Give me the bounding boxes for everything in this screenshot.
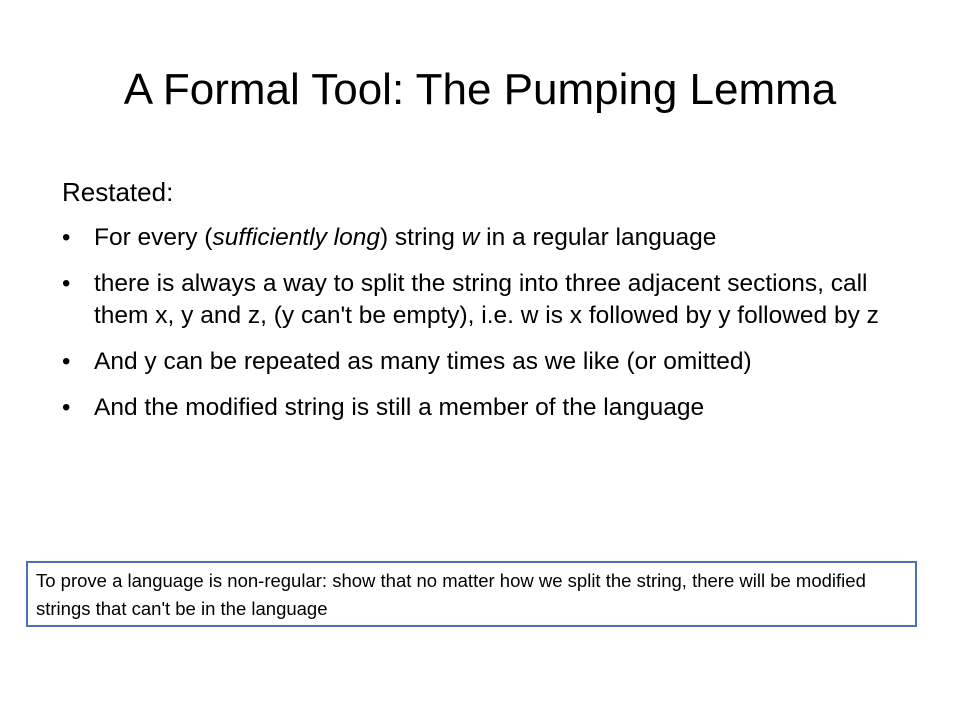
bullet-text-3: And y can be repeated as many times as we like (or omitted) — [94, 348, 752, 375]
bullet-item-1 — [62, 222, 922, 254]
intro-text: Restated: — [62, 177, 174, 207]
bullet-1-emphasis-2: w — [461, 224, 480, 251]
slide-body — [62, 174, 922, 438]
bullet-list — [62, 222, 922, 424]
bullet-1-after: in a regular language — [479, 224, 717, 251]
bullet-1-emphasis-1: sufficiently long — [212, 224, 380, 251]
bullet-text-1 — [94, 224, 716, 251]
bullet-icon: • — [62, 394, 71, 421]
bullet-item-4 — [62, 392, 922, 424]
bullet-text-2: there is always a way to split the string into three adjacent sections, call them x, y and z, (y can't be empty), i.e. w is x followed by y followed by z — [94, 270, 879, 329]
bullet-1-before: For every ( — [94, 224, 213, 251]
bullet-icon: • — [62, 348, 71, 375]
bullet-item-3 — [62, 346, 922, 378]
bullet-1-middle: ) string — [379, 224, 462, 251]
bullet-item-2 — [62, 268, 922, 332]
note-box: To prove a language is non-regular: show that no matter how we split the string, there will be modified strings that can't be in the language — [26, 561, 917, 627]
bullet-icon: • — [62, 270, 71, 297]
bullet-icon: • — [62, 224, 71, 251]
slide-title: A Formal Tool: The Pumping Lemma — [123, 65, 837, 114]
bullet-text-4: And the modified string is still a member of the language — [94, 394, 705, 421]
